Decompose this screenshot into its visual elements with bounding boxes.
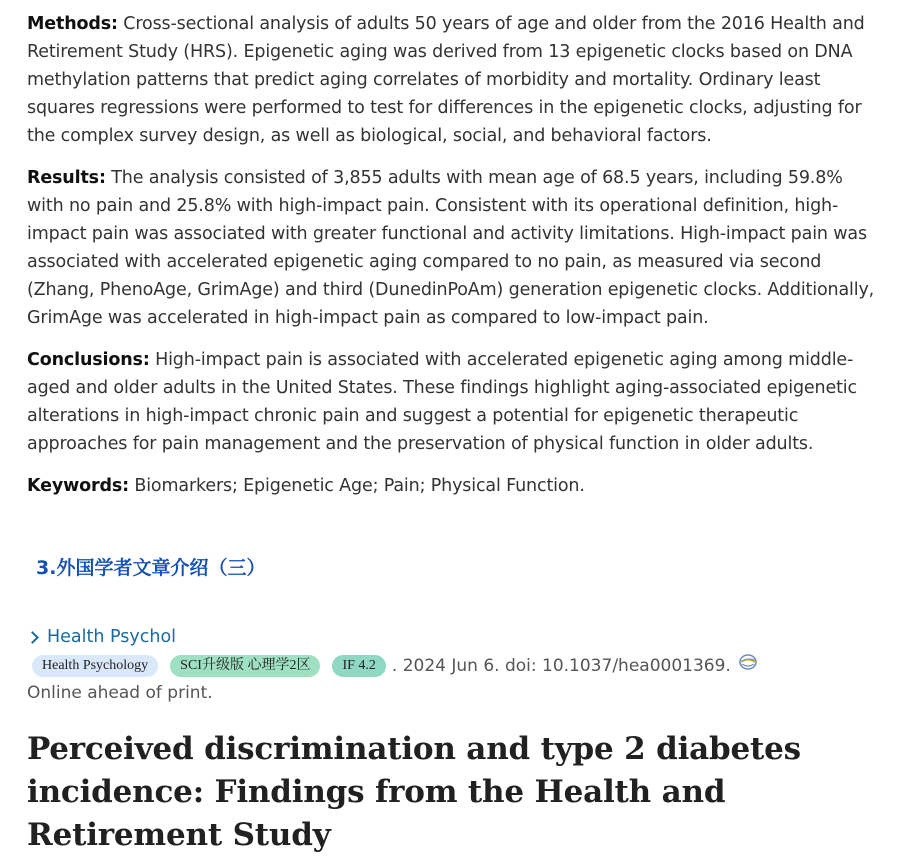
chevron-right-icon — [26, 631, 39, 644]
sci-rank-badge[interactable]: SCI升级版 心理学2区 — [170, 655, 320, 677]
conclusions-text: High-impact pain is associated with accelerated epigenetic aging among middle-aged and older adults in the United States. These findings highlight aging-associated epigenetic alterations in high-impact chronic pain and suggest a potential for epigenetic therapeutic approaches for pain management and the preservation of physical function in older adults. — [27, 350, 857, 454]
abstract — [27, 10, 877, 514]
journal-link-label: Health Psychol — [47, 627, 177, 647]
abstract-results — [27, 164, 877, 332]
results-text: The analysis consisted of 3,855 adults with mean age of 68.5 years, including 59.8% with no pain and 25.8% with high-impact pain. Consistent with its operational definition, high-impact pain was associated with greater functional and activity limitations. High-impact pain was associated with accelerated epigenetic aging compared to no pain, as measured via second (Zhang, PhenoAge, GrimAge) and third (DunedinPoAm) generation epigenetic clocks. Additionally, GrimAge was accelerated in high-impact pain as compared to low-impact pain. — [27, 168, 875, 328]
methods-text: Cross-sectional analysis of adults 50 years of age and older from the 2016 Health and Retirement Study (HRS). Epigenetic aging was derived from 13 epigenetic clocks based on DNA methylation patterns that predict aging correlates of morbidity and mortality. Ordinary least squares regressions were performed to test for differences in the epigenetic clocks, adjusting for the complex survey design, as well as biological, social, and behavioral factors. — [27, 14, 865, 146]
abstract-conclusions — [27, 346, 877, 458]
article-title: Perceived discrimination and type 2 diabetes incidence: Findings from the Health and Retirement Study — [27, 731, 801, 853]
methods-label: Methods: — [27, 14, 118, 34]
keywords-label: Keywords: — [27, 476, 129, 496]
results-label: Results: — [27, 168, 106, 188]
conclusions-label: Conclusions: — [27, 350, 150, 370]
keywords-text: Biomarkers; Epigenetic Age; Pain; Physical Function. — [128, 476, 585, 496]
abstract-methods — [27, 10, 877, 150]
globe-link-icon[interactable] — [737, 653, 757, 669]
journal-link[interactable] — [28, 627, 176, 647]
journal-name-badge[interactable]: Health Psychology — [32, 655, 158, 677]
publication-meta — [32, 655, 757, 677]
abstract-keywords — [27, 472, 877, 500]
citation-text: . 2024 Jun 6. doi: 10.1037/hea0001369. — [391, 656, 731, 676]
publication-status: Online ahead of print. — [27, 683, 213, 703]
section-heading: 3.外国学者文章介绍（三） — [36, 557, 266, 579]
impact-factor-badge[interactable]: IF 4.2 — [332, 655, 385, 677]
